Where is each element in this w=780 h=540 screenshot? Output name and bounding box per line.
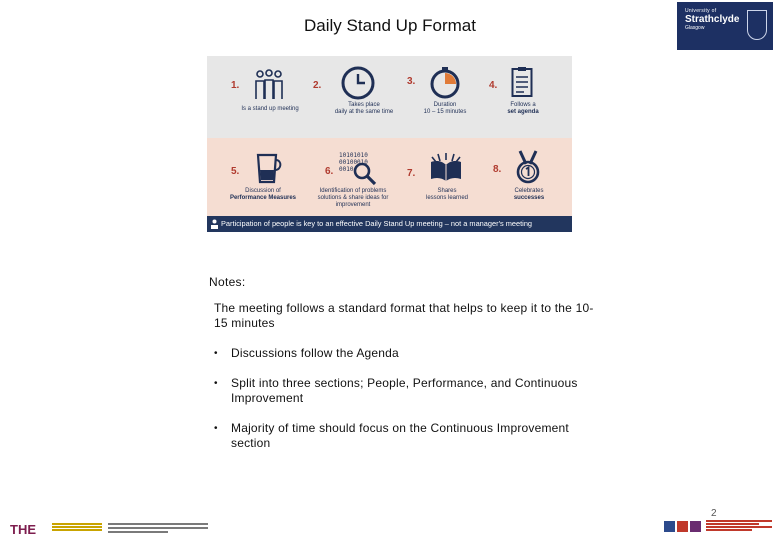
step-number: 2.	[313, 80, 322, 91]
caption-line: Celebrates	[514, 188, 544, 194]
crest-icon	[747, 10, 767, 40]
step-number: 7.	[407, 168, 416, 179]
caption-line: successes	[513, 195, 545, 201]
banner-text: Participation of people is key to an effective Daily Stand Up meeting – not a manager's meeting	[221, 219, 533, 228]
step-caption: Is a stand up meeting	[241, 106, 299, 112]
binary-line: 10101010	[339, 152, 368, 159]
partner-square	[677, 521, 688, 532]
people-icon	[210, 219, 219, 229]
step-caption	[417, 188, 477, 202]
step-number: 8.	[493, 164, 502, 175]
logo-line-2: Strathclyde	[685, 14, 740, 25]
award-mark: THE	[10, 522, 36, 537]
step-number: 4.	[489, 80, 498, 91]
award-logo	[8, 522, 208, 536]
step-number: 5.	[231, 166, 240, 177]
notes-intro: The meeting follows a standard format that helps to keep it to the 10-15 minutes	[214, 301, 594, 330]
clock-icon	[341, 66, 375, 100]
caption-line: solutions & share ideas for	[317, 195, 389, 201]
people-icon	[255, 69, 283, 101]
slide-title: Daily Stand Up Format	[304, 16, 476, 35]
step-caption	[497, 102, 549, 116]
list-item: • Split into three sections; People, Performance, and Continuous Improvement	[214, 376, 594, 406]
partner-logo	[662, 518, 774, 536]
caption-line: Duration	[433, 102, 457, 108]
step-caption	[319, 102, 409, 116]
medal-icon	[513, 150, 543, 184]
step-number: 1.	[231, 80, 240, 91]
caption-line: Shares	[437, 188, 457, 194]
step-caption	[501, 188, 557, 202]
award-text	[108, 523, 208, 535]
jug-icon	[255, 152, 283, 184]
caption-line: lessons learned	[425, 195, 469, 201]
partner-square	[690, 521, 701, 532]
caption-line: 10 – 15 minutes	[423, 109, 467, 115]
page-number: 2	[711, 508, 717, 519]
step-caption	[307, 188, 399, 209]
participation-banner	[207, 216, 572, 232]
binary-line: 00100010	[339, 159, 368, 166]
step-caption	[223, 188, 303, 202]
partner-square	[664, 521, 675, 532]
partner-text	[706, 520, 772, 532]
caption-line: daily at the same time	[334, 109, 394, 115]
binary-line: 0010	[339, 166, 354, 173]
book-icon	[429, 152, 463, 182]
clipboard-icon	[511, 66, 533, 98]
caption-line: Discussion of	[245, 188, 281, 194]
university-logo	[677, 2, 773, 50]
step-number: 6.	[325, 166, 334, 177]
notes-heading: Notes:	[209, 275, 246, 289]
caption-line: Performance Measures	[229, 195, 297, 201]
list-item: • Discussions follow the Agenda	[214, 346, 594, 361]
stand-up-infographic	[207, 56, 572, 232]
caption-line: Identification of problems	[319, 188, 387, 194]
caption-line: set agenda	[507, 109, 539, 115]
step-caption	[415, 102, 475, 116]
step-number: 3.	[407, 76, 416, 87]
caption-line: improvement	[335, 202, 371, 208]
notes-bullet-list	[214, 346, 594, 466]
list-item: • Majority of time should focus on the Continuous Improvement section	[214, 421, 594, 451]
caption-line: Takes place	[348, 102, 380, 108]
magnifier-icon	[353, 162, 377, 186]
logo-line-3: Glasgow	[685, 25, 705, 31]
award-lines	[52, 523, 102, 535]
timer-icon	[429, 66, 461, 100]
caption-line: Follows a	[510, 102, 536, 108]
logo-line-1: University of	[685, 8, 717, 14]
